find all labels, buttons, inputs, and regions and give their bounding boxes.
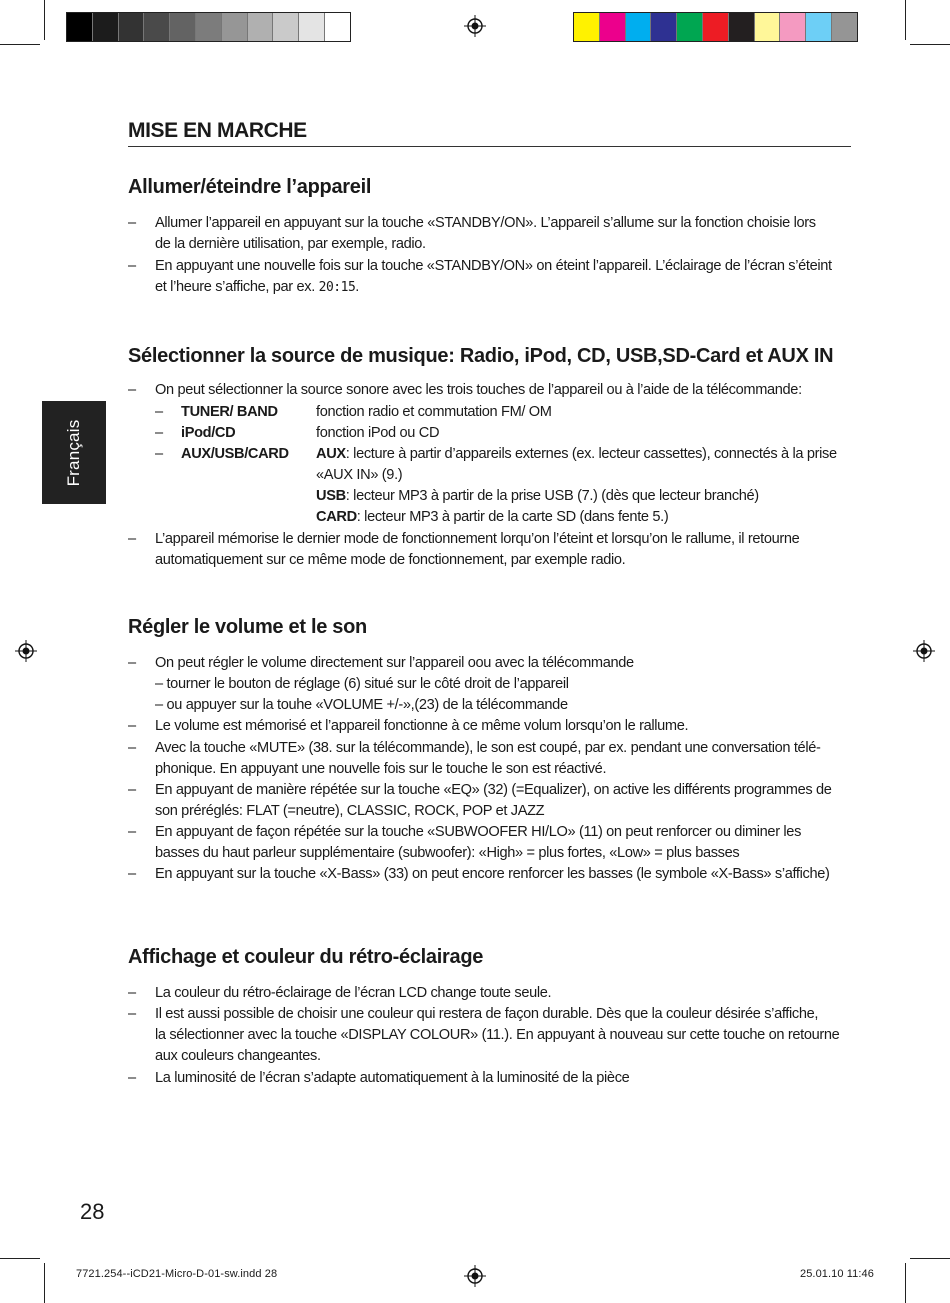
section-title-power: Allumer/éteindre l’appareil [128, 176, 372, 198]
language-tab-label: Français [64, 419, 83, 486]
crop-mark [905, 0, 906, 40]
list-text: La luminosité de l’écran s’adapte automatiquement à la luminosité de la pièce [155, 1070, 630, 1086]
color-swatch [325, 13, 350, 41]
list-text: aux couleurs changeantes. [155, 1048, 321, 1064]
crop-mark [905, 1263, 906, 1303]
color-swatch [651, 13, 677, 41]
list-text: On peut régler le volume directement sur l’appareil oou avec la télécommande [155, 655, 634, 671]
color-swatch [626, 13, 652, 41]
list-dash: – [128, 985, 136, 1001]
clock-display-text: 20:15 [318, 280, 356, 295]
list-dash: – [128, 1070, 136, 1086]
color-swatch [299, 13, 325, 41]
source-key: USB [316, 488, 346, 504]
color-swatch [273, 13, 299, 41]
list-dash: – [155, 446, 163, 462]
source-key: AUX [316, 446, 346, 462]
list-dash: – [128, 215, 136, 231]
color-swatch [703, 13, 729, 41]
list-dash: – [155, 425, 163, 441]
list-dash: – [155, 404, 163, 420]
list-text: Le volume est mémorisé et l’appareil fonctionne à ce même volum lorsqu’on le rallume. [155, 718, 689, 734]
crop-mark [0, 44, 40, 45]
list-text: phonique. En appuyant une nouvelle fois sur le touche le son est réactivé. [155, 761, 607, 777]
registration-mark-icon [913, 640, 935, 662]
crop-mark [44, 1263, 45, 1303]
list-text: – ou appuyer sur la touhe «VOLUME +/-»,(23) de la télécommande [155, 697, 568, 713]
list-dash: – [128, 824, 136, 840]
list-text: son préréglés: FLAT (=neutre), CLASSIC, ROCK, POP et JAZZ [155, 803, 545, 819]
list-dash: – [128, 531, 136, 547]
list-text: de la dernière utilisation, par exemple, radio. [155, 236, 426, 252]
list-text-part: . [355, 279, 360, 295]
footer-date-time: 25.01.10 11:46 [800, 1268, 874, 1280]
color-swatch [196, 13, 222, 41]
crop-mark [0, 1258, 40, 1259]
source-description: fonction iPod ou CD [316, 425, 440, 441]
list-text: En appuyant sur la touche «X-Bass» (33) on peut encore renforcer les basses (le symbole «X-Bass» s’affiche) [155, 866, 830, 882]
list-text [155, 277, 359, 298]
list-dash: – [128, 740, 136, 756]
color-swatch [222, 13, 248, 41]
source-key-text: : lecteur MP3 à partir de la prise USB (7.) (dès que lecteur branché) [345, 488, 759, 504]
list-text: basses du haut parleur supplémentaire (subwoofer): «High» = plus fortes, «Low» = plus basses [155, 845, 740, 861]
list-text: Allumer l’appareil en appuyant sur la touche «STANDBY/ON». L’appareil s’allume sur la fonction choisie lors [155, 215, 816, 231]
list-dash: – [128, 1006, 136, 1022]
title-divider [128, 146, 851, 147]
list-dash: – [128, 258, 136, 274]
page-number: 28 [80, 1199, 105, 1224]
crop-mark [44, 0, 45, 40]
list-dash: – [128, 782, 136, 798]
source-label: iPod/CD [181, 425, 236, 441]
color-swatch [170, 13, 196, 41]
registration-mark-icon [464, 1265, 486, 1287]
list-text: automatiquement sur ce même mode de fonctionnement, par exemple radio. [155, 552, 626, 568]
list-dash: – [128, 382, 136, 398]
color-swatch [574, 13, 600, 41]
list-dash: – [128, 718, 136, 734]
source-key-text: : lecture à partir d’appareils externes (ex. lecteur cassettes), connectés à la prise [345, 446, 837, 462]
color-swatch [67, 13, 93, 41]
color-swatch [93, 13, 119, 41]
source-description [316, 444, 837, 465]
source-description [316, 486, 759, 507]
registration-mark-icon [15, 640, 37, 662]
page-title: MISE EN MARCHE [128, 119, 307, 142]
color-swatch [755, 13, 781, 41]
source-description [316, 507, 668, 528]
crop-mark [910, 1258, 950, 1259]
section-title-source: Sélectionner la source de musique: Radio, iPod, CD, USB,SD-Card et AUX IN [128, 345, 834, 367]
footer-file-info: 7721.254--iCD21-Micro-D-01-sw.indd 28 [76, 1268, 278, 1280]
source-description: «AUX IN» (9.) [316, 467, 403, 483]
list-text: Il est aussi possible de choisir une couleur qui restera de façon durable. Dès que la couleur désirée s’affiche, [155, 1006, 819, 1022]
color-swatch [677, 13, 703, 41]
list-text: Avec la touche «MUTE» (38. sur la télécommande), le son est coupé, par ex. pendant une conversation télé- [155, 740, 821, 756]
source-label: TUNER/ BAND [181, 404, 278, 420]
list-text: La couleur du rétro-éclairage de l’écran LCD change toute seule. [155, 985, 552, 1001]
list-text: En appuyant de façon répétée sur la touche «SUBWOOFER HI/LO» (11) on peut renforcer ou diminer les [155, 824, 802, 840]
crop-mark [910, 44, 950, 45]
color-swatch [600, 13, 626, 41]
list-text-part: et l’heure s’affiche, par ex. [155, 279, 319, 295]
color-swatch [806, 13, 832, 41]
grayscale-color-bar [66, 12, 351, 42]
source-key-text: : lecteur MP3 à partir de la carte SD (dans fente 5.) [356, 509, 669, 525]
list-dash: – [128, 866, 136, 882]
list-text: On peut sélectionner la source sonore avec les trois touches de l’appareil ou à l’aide de la télécommande: [155, 382, 802, 398]
list-text: En appuyant une nouvelle fois sur la touche «STANDBY/ON» on éteint l’appareil. L’éclairage de l’écran s’éteint [155, 258, 832, 274]
list-text: la sélectionner avec la touche «DISPLAY COLOUR» (11.). En appuyant à nouveau sur cette touche on retourne [155, 1027, 840, 1043]
section-title-backlight: Affichage et couleur du rétro-éclairage [128, 946, 484, 968]
source-description: fonction radio et commutation FM/ OM [316, 404, 552, 420]
registration-mark-icon [464, 15, 486, 37]
section-title-volume: Régler le volume et le son [128, 616, 367, 638]
list-text: – tourner le bouton de réglage (6) situé sur le côté droit de l’appareil [155, 676, 569, 692]
process-color-bar [573, 12, 858, 42]
color-swatch [119, 13, 145, 41]
source-key: CARD [316, 509, 357, 525]
color-swatch [248, 13, 274, 41]
list-text: En appuyant de manière répétée sur la touche «EQ» (32) (=Equalizer), on active les différents programmes de [155, 782, 832, 798]
language-tab [42, 401, 106, 504]
color-swatch [832, 13, 857, 41]
list-text: L’appareil mémorise le dernier mode de fonctionnement lorqu’on l’éteint et lorsqu’on le rallume, il retourne [155, 531, 800, 547]
color-swatch [144, 13, 170, 41]
color-swatch [729, 13, 755, 41]
source-label: AUX/USB/CARD [181, 446, 289, 462]
list-dash: – [128, 655, 136, 671]
color-swatch [780, 13, 806, 41]
